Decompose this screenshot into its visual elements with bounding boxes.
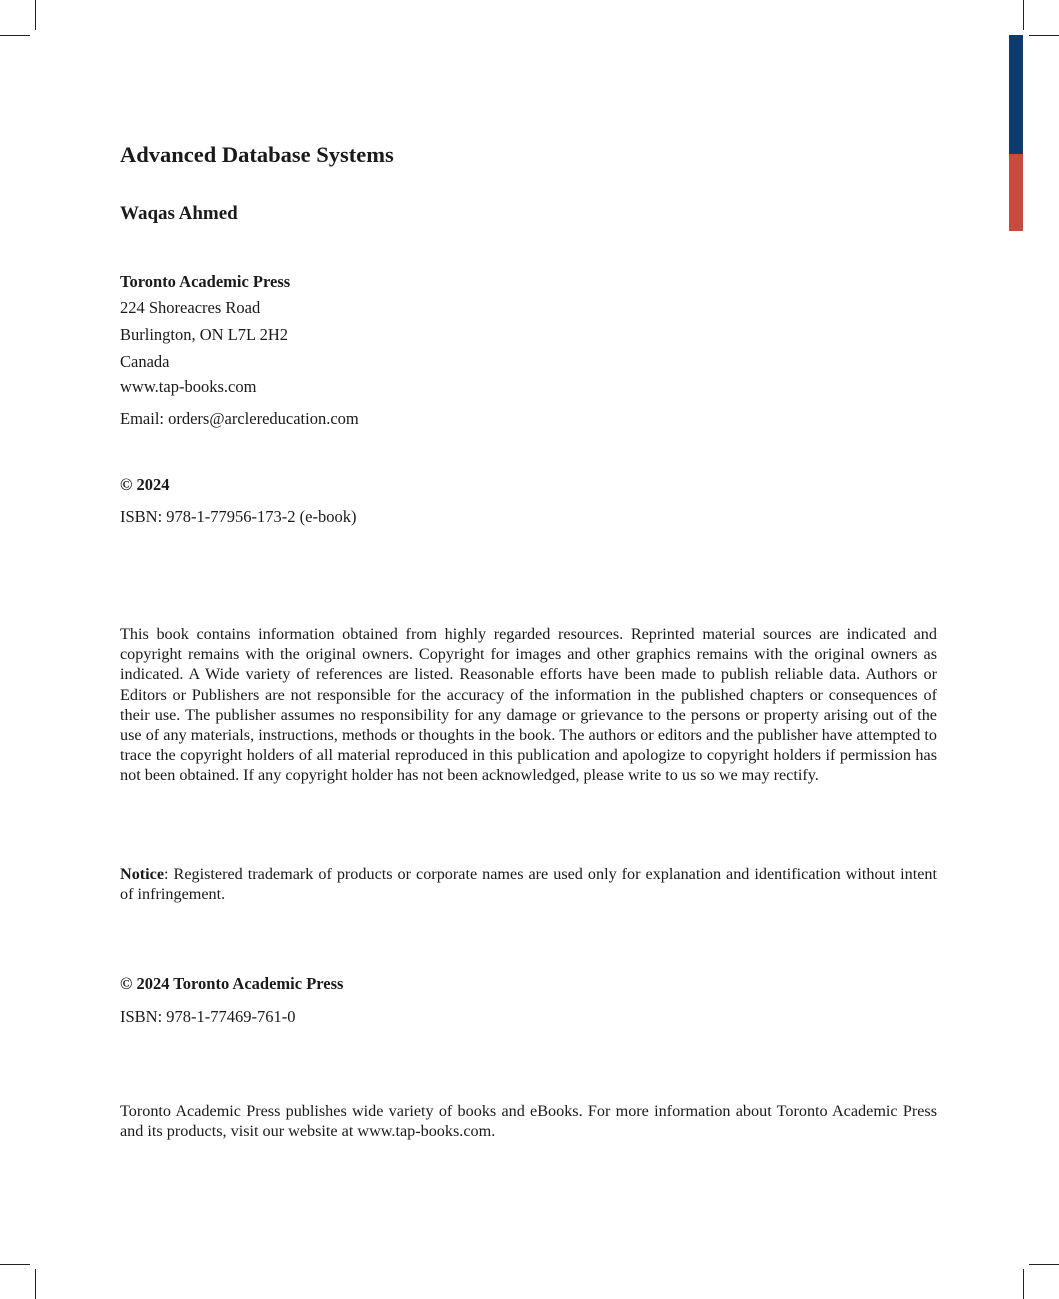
publisher-name: Toronto Academic Press [120, 272, 291, 291]
edge-tab-red [1009, 154, 1023, 231]
print-isbn: ISBN: 978-1-77469-761-0 [120, 1007, 296, 1026]
crop-mark-top-left-h [0, 35, 30, 36]
edge-tab-blue [1009, 35, 1023, 154]
crop-mark-top-right-h [1029, 35, 1059, 36]
publisher-email: Email: orders@arclereducation.com [120, 409, 359, 428]
publisher-address-line1: 224 Shoreacres Road [120, 298, 261, 317]
ebook-isbn: ISBN: 978-1-77956-173-2 (e-book) [120, 507, 357, 526]
crop-mark-top-left-v [35, 0, 36, 30]
notice-label: Notice [120, 865, 165, 883]
publisher-address-line2: Burlington, ON L7L 2H2 [120, 325, 289, 344]
crop-mark-bottom-right-h [1029, 1264, 1059, 1265]
crop-mark-bottom-left-h [0, 1264, 30, 1265]
disclaimer-paragraph: This book contains information obtained from highly regarded resources. Reprinted material sources are indicated and copyright remains with the original owners. Copyright for images and other graphics remains with the original owners as indicated. A Wide variety of references are listed. Reasonable efforts have been made to publish reliable data. Authors or Editors or Publishers are not responsible for the accuracy of the information in the published chapters or consequences of their use. The publisher assumes no responsibility for any damage or grievance to the persons or property arising out of the use of any materials, instructions, methods or thoughts in the book. The authors or editors and the publisher have attempted to trace the copyright holders of all material reproduced in this publication and apologize to copyright holders if permission has not been obtained. If any copyright holder has not been acknowledged, please write to us so we may rectify. [120, 625, 937, 785]
crop-mark-top-right-v [1023, 0, 1024, 30]
publisher-country: Canada [120, 352, 170, 371]
book-title: Advanced Database Systems [120, 142, 394, 167]
notice-text: : Registered trademark of products or corporate names are used only for explanation and identification without intent of infringement. [120, 865, 937, 904]
about-paragraph: Toronto Academic Press publishes wide variety of books and eBooks. For more information about Toronto Academic Press and its products, visit our website at www.tap-books.com. [120, 1102, 937, 1141]
author-name: Waqas Ahmed [120, 203, 238, 224]
ebook-copyright: © 2024 [120, 475, 170, 494]
notice-paragraph [120, 864, 937, 904]
crop-mark-bottom-left-v [35, 1269, 36, 1299]
crop-mark-bottom-right-v [1023, 1269, 1024, 1299]
print-copyright: © 2024 Toronto Academic Press [120, 974, 344, 993]
publisher-website: www.tap-books.com [120, 377, 257, 396]
